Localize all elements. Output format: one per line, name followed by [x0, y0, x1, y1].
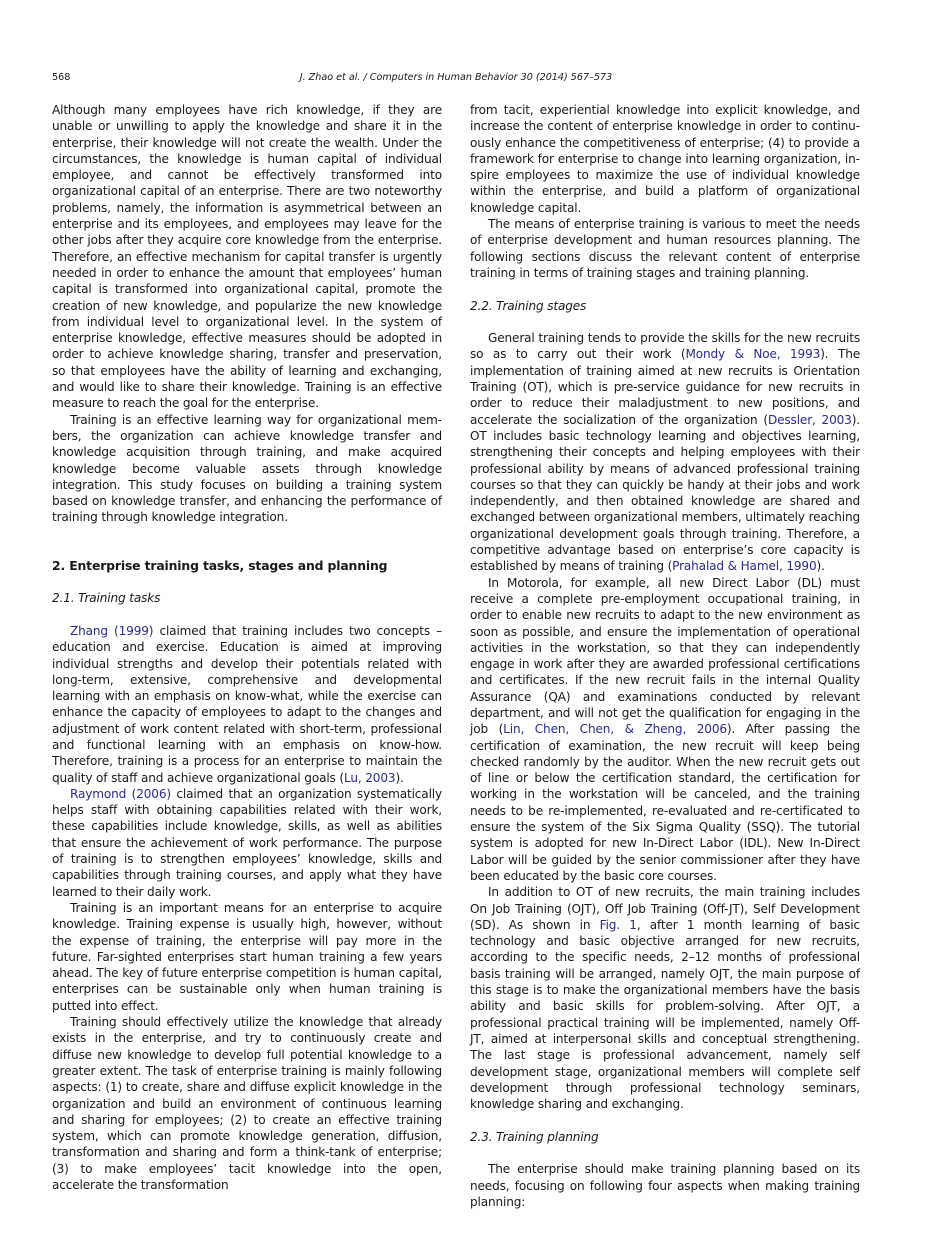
citation-link[interactable]: Zhang (1999): [70, 623, 154, 638]
citation-link[interactable]: Raymond (2006): [70, 786, 171, 801]
paragraph: Raymond (2006) claimed that an organization systematically helps staff with obtaining capabilities related with their work, these capabilities include knowledge, skills, as well as abilities that ensure the achievement of work performance. The purpose of training is to strengthen employees’ knowledge, skills and capabilities through training courses, and apply what they have learned to their daily work.: [52, 786, 442, 899]
citation-link[interactable]: Dessler, 2003: [767, 412, 852, 427]
page-number: 568: [52, 72, 71, 83]
subsection-heading: 2.1. Training tasks: [52, 591, 161, 606]
paragraph: from tacit, experiential knowledge into explicit knowledge, and increase the content of enterprise knowledge in order to continuously enhance the competitiveness of enterprise; (4) to provide a framework for enterprise to change into learning organization, inspire employees to maximize the use of individual knowledge within the enterprise, and build a platform of organizational knowledge capital.: [470, 103, 860, 215]
paragraph: Although many employees have rich knowledge, if they are unable or unwilling to apply the knowledge and share it in the enterprise, their knowledge will not create the wealth. Under the circumstances, the knowledge is human capital of individual employee, and cannot be effectively transformed into organizational capital of an enterprise. There are two noteworthy problems, namely, the information is asymmetrical between an enterprise and its employees, and employees may leave for the other jobs after they acquire core knowledge from the enterprise. Therefore, an effective mechanism for capital transfer is urgently needed in order to enhance the amount that employees’ human capital is transformed into organizational capital, promote the creation of new knowledge, and popularize the new knowledge from individual level to organizational level. In the system of enterprise knowledge, effective measures should be adopted in order to achieve knowledge sharing, transfer and preservation, so that employees have the ability of learning and exchanging, and would like to share their knowledge. Training is an effective measure to reach the goal for the enterprise.: [52, 103, 442, 411]
right-column: [470, 102, 860, 1210]
citation-link[interactable]: Mondy & Noe, 1993: [685, 347, 821, 362]
paragraph: In addition to OT of new recruits, the main training includes On Job Training (OJT), Off Job Training (Off-JT), Self Development (SD). As shown in Fig. 1, after 1 month learning of basic technology and basic objective arranged for new recruits, according to the specific needs, 2–12 months of professional basis training will be arranged, namely OJT, the main purpose of this stage is to make the organizational members have the basis ability and basic skills for problem-solving. After OJT, a professional practical training will be implemented, namely Off-JT, aimed at interpersonal skills and conceptual strengthening. The last stage is professional advancement, namely self development stage, organizational members will complete self development through professional technology seminars, knowledge sharing and exchanging.: [470, 885, 860, 1112]
paragraph: The enterprise should make training planning based on its needs, focusing on following four aspects when making training planning:: [470, 1162, 860, 1209]
subsection-heading: 2.3. Training planning: [470, 1129, 599, 1144]
citation-link[interactable]: Lin, Chen, Chen, & Zheng, 2006: [503, 722, 727, 737]
subsection-heading: 2.2. Training stages: [470, 298, 587, 313]
paragraph: Training is an important means for an enterprise to acquire knowledge. Training expense is usually high, however, without the expense of training, the enterprise will pay more in the future. Far-sighted enterprises start human training a few years ahead. The key of future enterprise competition is human capital, enterprises can be sustainable only when human training is putted into effect.: [52, 900, 442, 1013]
journal-citation: J. Zhao et al. / Computers in Human Behavior 30 (2014) 567–573: [299, 72, 613, 83]
paragraph: Training is an effective learning way for organizational members, the organization can achieve knowledge transfer and knowledge acquisition through training, and make acquired knowledge become valuable assets through knowledge integration. This study focuses on building a training system based on knowledge transfer, and enhancing the performance of training through knowledge integration.: [52, 412, 442, 525]
citation-link[interactable]: Lu, 2003: [343, 770, 396, 785]
left-column: [52, 102, 442, 1193]
paragraph: Training should effectively utilize the knowledge that already exists in the enterprise, and try to continuously create and diffuse new knowledge to develop full potential knowledge to a greater extent. The task of enterprise training is mainly following aspects: (1) to create, share and diffuse explicit knowledge in the organization and build an environment of continuous learning and sharing for employees; (2) to create an effective training system, which can promote knowledge generation, diffusion, transformation and sharing and form a think-tank of enterprise; (3) to make employees’ tacit knowledge into the open, accelerate the transformation: [52, 1015, 442, 1192]
paragraph: Zhang (1999) claimed that training includes two concepts – education and exercise. Education is aimed at improving individual strengths and develop their potentials related with long-term, extensive, comprehensive and developmental learning with an emphasis on know-what, while the exercise can enhance the capacity of employees to adapt to the changes and adjustment of work content related with short-term, professional and functional learning with an emphasis on know-how. Therefore, training is a process for an enterprise to maintain the quality of staff and achieve organizational goals (Lu, 2003).: [52, 623, 442, 785]
figure-link[interactable]: Fig. 1: [599, 917, 637, 932]
section-heading: 2. Enterprise training tasks, stages and planning: [52, 557, 388, 573]
citation-link[interactable]: Prahalad & Hamel, 1990: [672, 559, 817, 574]
paragraph: In Motorola, for example, all new Direct Labor (DL) must receive a complete pre-employment occupational training, in order to enable new recruits to adapt to the new environment as soon as possible, and ensure the implementation of operational activities in the workstation, so that they can independently engage in work after they are awarded professional certifications and certificates. If the new recruit fails in the internal Quality Assurance (QA) and examinations conducted by relevant department, and will not get the qualification for engaging in the job (Lin, Chen, Chen, & Zheng, 2006). After passing the certification of examination, the new recruit will keep being checked randomly by the auditor. When the new recruit gets out of line or below the certification standard, the certification for working in the workstation will be canceled, and the training needs to be re-implemented, re-evaluated and re-certificated to ensure the system of the Six Sigma Quality (SSQ). The tutorial system is adopted for new In-Direct Labor (IDL). New In-Direct Labor will be guided by the senior commissioner after they have been educated by the basic core courses.: [470, 575, 861, 883]
paragraph: The means of enterprise training is various to meet the needs of enterprise development and human resources planning. The following sections discuss the relevant content of enterprise training in terms of training stages and training planning.: [470, 217, 860, 280]
running-header: [52, 72, 860, 88]
paragraph: General training tends to provide the skills for the new recruits so as to carry out their work (Mondy & Noe, 1993). The implementation of training aimed at new recruits is Orientation Training (OT), which is pre-service guidance for new recruits in order to reduce their maladjustment to new positions, and accelerate the socialization of the organization (Dessler, 2003). OT includes basic technology learning and objectives learning, strengthening their concepts and helping employees with their professional ability by means of advanced professional training courses so that they can quickly be handy at their jobs and work independently, and then obtained knowledge are shared and exchanged between organizational members, ultimately reaching organizational development goals through training. Therefore, a competitive advantage based on enterprise’s core capacity is established by means of training (Prahalad & Hamel, 1990).: [470, 331, 861, 574]
